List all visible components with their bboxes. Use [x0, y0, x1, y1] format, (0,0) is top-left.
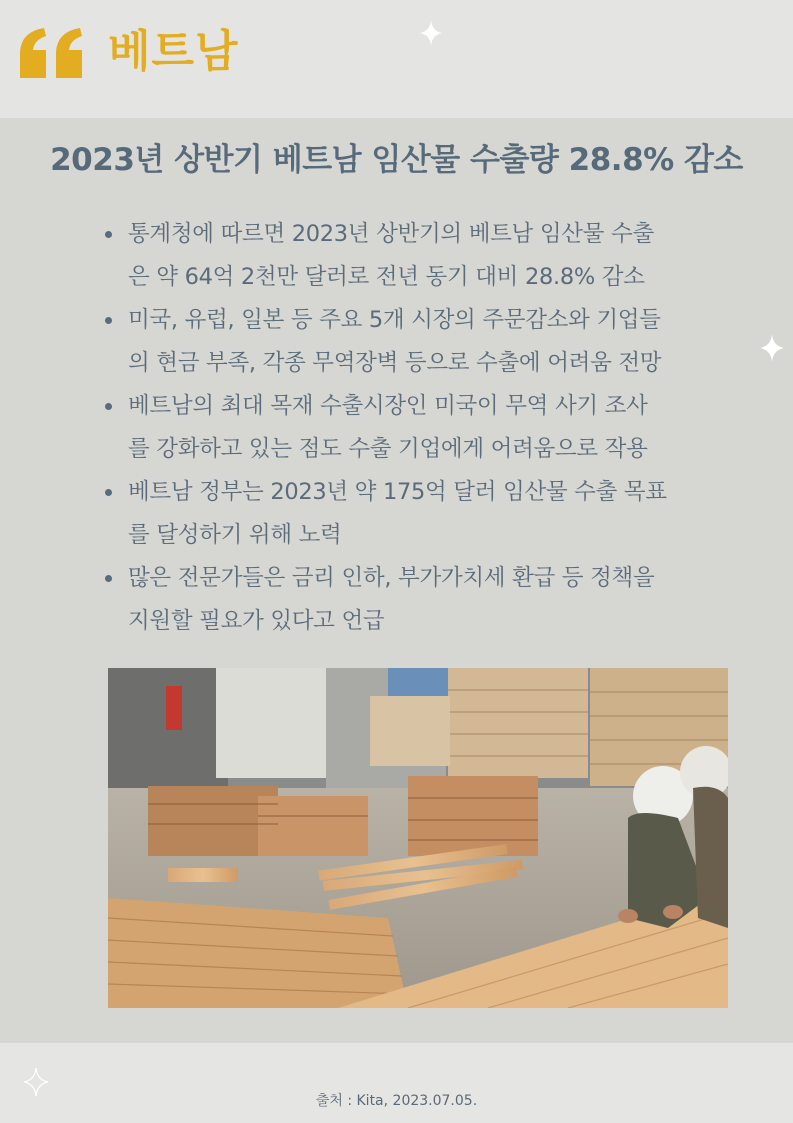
bullet-item [102, 299, 742, 385]
sparkle-icon [420, 20, 442, 46]
bullet-item [102, 471, 742, 557]
bullet-text: 통계청에 따르면 2023년 상반기의 베트남 임산물 수출 [128, 221, 654, 247]
bullet-dot [105, 403, 112, 410]
bullet-dot [105, 575, 112, 582]
source-citation: 출처 : Kita, 2023.07.05. [315, 1093, 478, 1109]
section-label: 베트남 [108, 26, 239, 77]
bullet-item [102, 213, 742, 299]
bullet-dot [105, 489, 112, 496]
bullet-text: 은 약 64억 2천만 달러로 전년 동기 대비 28.8% 감소 [128, 264, 645, 290]
bullet-text: 베트남 정부는 2023년 약 175억 달러 임산물 수출 목표 [128, 479, 667, 505]
bullet-list [102, 213, 742, 643]
bullet-dot [105, 317, 112, 324]
bullet-text: 베트남의 최대 목재 수출시장인 미국이 무역 사기 조사 [128, 393, 648, 419]
sparkle-icon [760, 334, 784, 362]
bullet-text: 미국, 유럽, 일본 등 주요 5개 시장의 주문감소와 기업들 [128, 307, 661, 333]
wood-factory-illustration [108, 668, 728, 1008]
bullet-text: 많은 전문가들은 금리 인하, 부가가치세 환급 등 정책을 [128, 565, 655, 591]
article-title: 2023년 상반기 베트남 임산물 수출량 28.8% 감소 [50, 142, 743, 178]
bullet-text: 를 달성하기 위해 노력 [128, 522, 342, 548]
wood-factory-photo [108, 668, 728, 1008]
double-quote-icon [18, 26, 86, 82]
footer-band [0, 1043, 793, 1123]
bullet-item [102, 557, 742, 643]
bullet-dot [105, 231, 112, 238]
bullet-text: 를 강화하고 있는 점도 수출 기업에게 어려움으로 작용 [128, 436, 648, 462]
bullet-text: 지원할 필요가 있다고 언급 [128, 608, 385, 634]
header-band [0, 0, 793, 118]
bullet-item [102, 385, 742, 471]
bullet-text: 의 현금 부족, 각종 무역장벽 등으로 수출에 어려움 전망 [128, 350, 662, 376]
